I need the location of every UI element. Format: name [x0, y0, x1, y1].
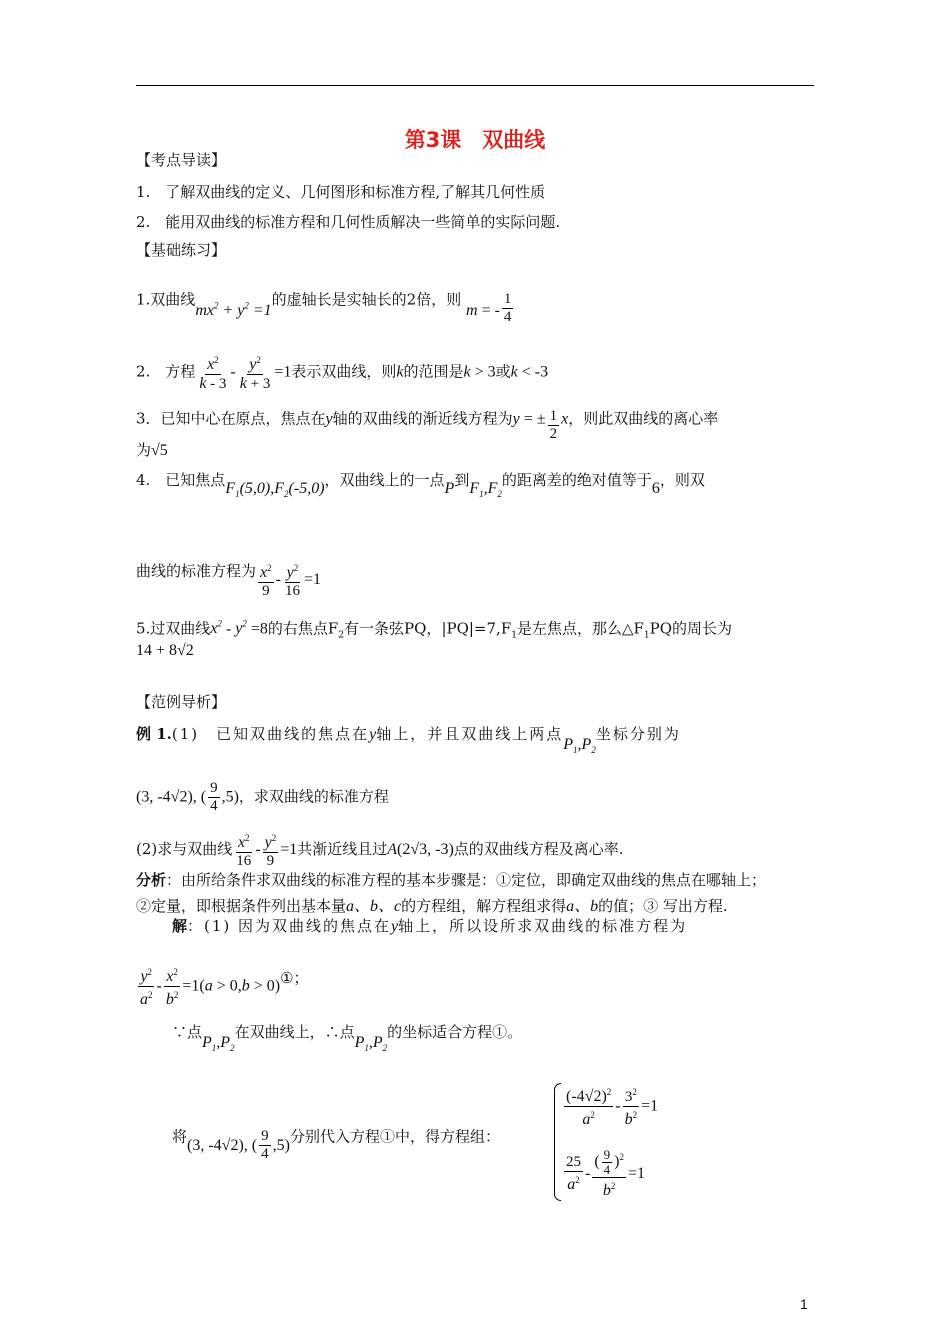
exercise-1: 1.双曲线$mx^2 + y^2 =1$的虚轴长是实轴长的2倍，则 m = - $\frac{1}{4}$ [136, 290, 512, 325]
exercise-4-line-2: 曲线的标准方程为 $\frac{x^2}{9}$ - $\frac{y^2}{16}$ =1 [136, 562, 321, 599]
analysis-line-1: 分析：由所给条件求双曲线的标准方程的基本步骤是：①定位，即确定双曲线的焦点在哪轴上； [136, 871, 767, 889]
analysis-line-2: ②定量，即根据条件列出基本量a、b、c的方程组，解方程组求得a、b的值；③ 写出方程. [136, 897, 728, 915]
example-1-line-2: (3, -4√2), ( $\frac{9}{4}$ ,5)，求双曲线的标准方程 [136, 780, 389, 814]
example-1-line-3: (2)求与双曲线 $\frac{x^2}{16}$ - $\frac{y^2}{9}$ =1共渐近线且过A(2√3, -3)点的双曲线方程及离心率. [136, 830, 624, 870]
section-examples: 【范例导析】 [136, 693, 227, 711]
header-rule [136, 85, 814, 86]
exercise-3-line-2: 为√5 [136, 441, 168, 459]
page-number: 1 [800, 1296, 808, 1312]
system-equation-1: $\frac{(-4√2)^2}{a^2}$ - $\frac{3^2}{b^2}$ =1 [562, 1084, 658, 1129]
equation-system-brace [554, 1083, 561, 1201]
section-basic: 【基础练习】 [136, 241, 227, 259]
substitute-line: 将(3, -4√2), ( $\frac{9}{4}$ ,5)分别代入方程①中，得方程组： [172, 1127, 500, 1162]
exercise-5-line-2: 14 + 8√2 [136, 642, 194, 659]
example-1-line-1: 例 1.(1) 已知双曲线的焦点在y轴上，并且双曲线上两点$P_1,P_2$坐标分别为 [136, 725, 681, 756]
exercise-2: 2. 方程 $\frac{x^2}{k - 3}$ - $\frac{y^2}{k + 3}$ =1表示双曲线，则k的范围是k > 3或k < -3 [136, 352, 548, 393]
guide-item-1: 1. 了解双曲线的定义、几何图形和标准方程,了解其几何性质 [136, 183, 546, 201]
solution-equation: $\frac{y^2}{a^2}$ - $\frac{x^2}{b^2}$ =1(a > 0,b > 0)①； [136, 964, 309, 1009]
system-equation-2: $\frac{25}{a^2}$ - ( $\frac{9}{4}$ )$^2$ $b^2$ =1 [566, 1147, 646, 1199]
exercise-3-line-1: 3．已知中心在原点，焦点在y轴的双曲线的渐近线方程为y = ± $\frac{1}{2}$ x，则此双曲线的离心率 [136, 408, 719, 442]
guide-item-2: 2. 能用双曲线的标准方程和几何性质解决一些简单的实际问题. [136, 213, 561, 231]
exercise-5-line-1: 5.过双曲线$x^2 - y^2 =8$的右焦点$F_2$有一条弦PQ，$|PQ|=7,F_1$是左焦点，那么$\triangle F_1PQ$的周长为 [136, 619, 733, 641]
page-title: 第3课 双曲线 [404, 128, 546, 152]
exercise-4-line-1: 4. 已知焦点$F_1(5,0),F_2(-5,0)$，双曲线上的一点P到$F_1,F_2$的距离差的绝对值等于6，则双 [136, 471, 705, 500]
section-guide: 【考点导读】 [136, 151, 227, 169]
because-line: ∵点$P_1,P_2$在双曲线上，∴点$P_1,P_2$的坐标适合方程①。 [172, 1023, 523, 1054]
solution-line-1: 解：(1) 因为双曲线的焦点在y轴上，所以设所求双曲线的标准方程为 [172, 917, 688, 935]
